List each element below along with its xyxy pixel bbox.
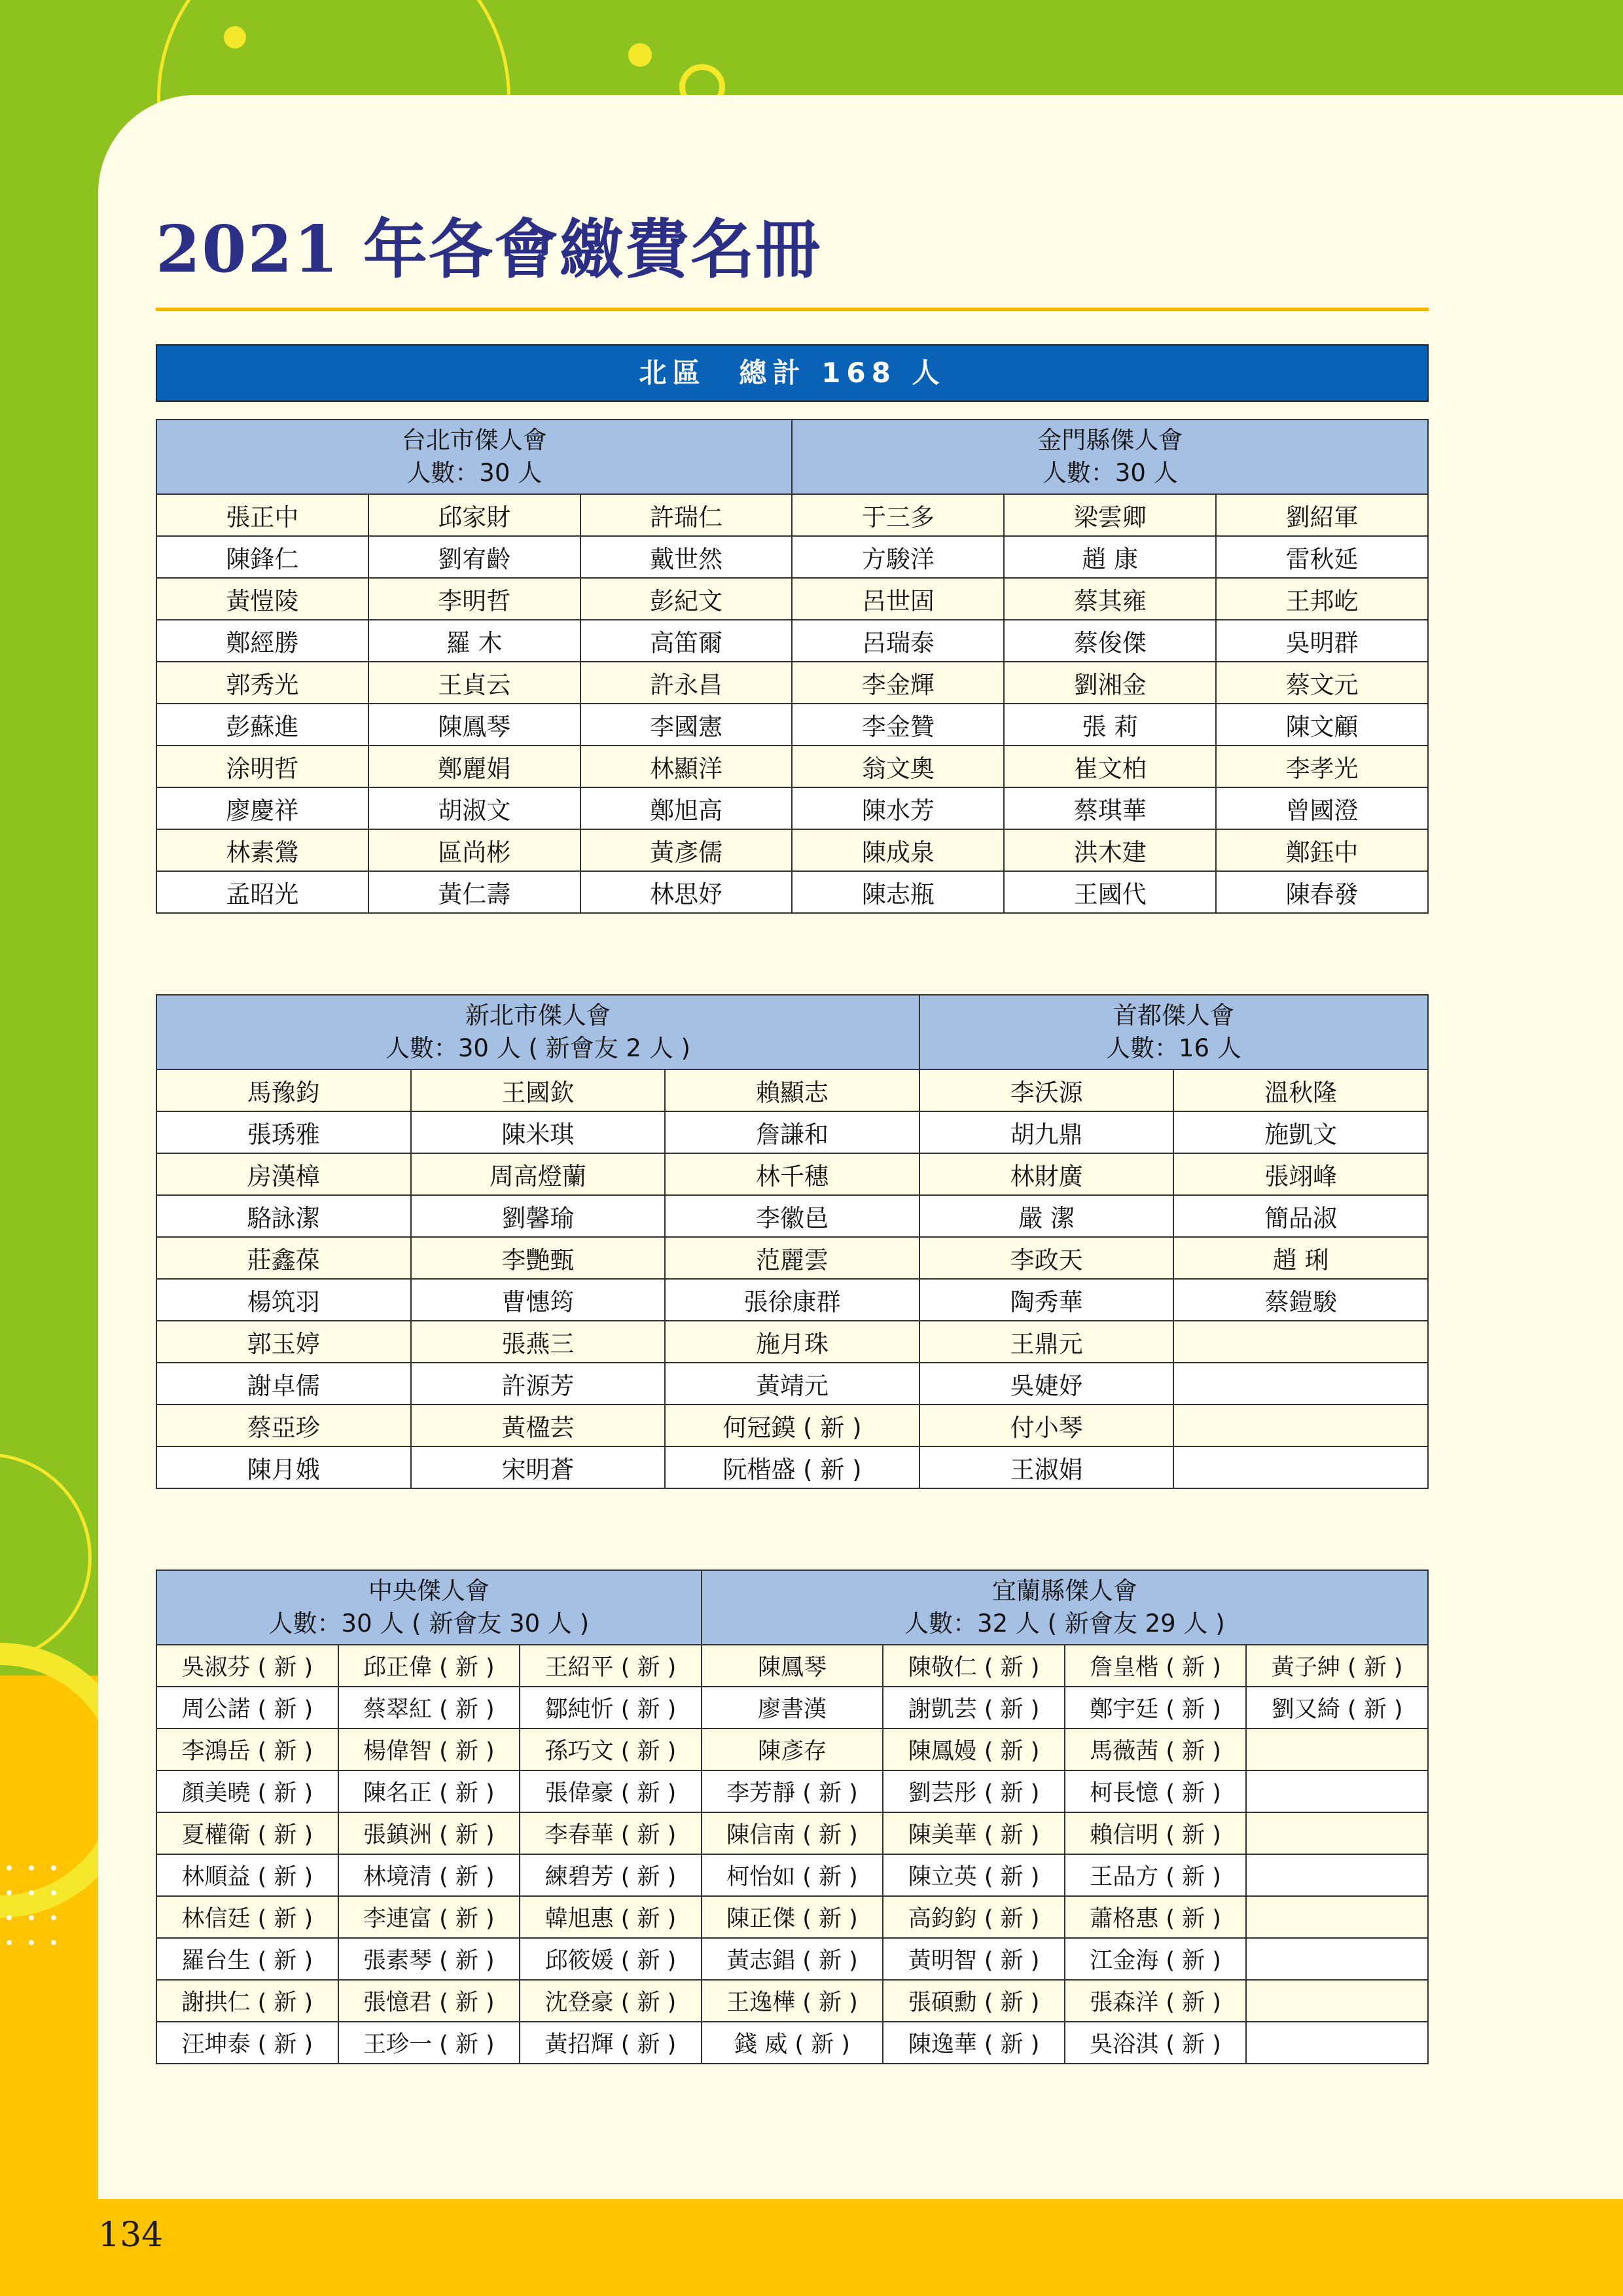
member-name-cell: 李明哲 [368,578,580,620]
member-name-cell: 蔡鎧駿 [1173,1279,1428,1321]
table-row [156,1237,1428,1279]
table-row [156,1321,1428,1363]
member-count: 人數：16 人 [1105,1034,1241,1062]
table-row [156,1111,1428,1153]
member-name-cell: 楊筑羽 [156,1279,411,1321]
club-header-right [702,1570,1428,1645]
member-name-cell: 雷秋延 [1216,536,1428,578]
member-name-cell: 陳鋒仁 [156,536,368,578]
member-name-cell [1246,2022,1428,2064]
member-name-cell: 張徐康群 [665,1279,919,1321]
member-name-cell: 邱家財 [368,494,580,536]
club-name: 台北市傑人會 [401,426,547,454]
member-name-cell: 蔡翠紅 ( 新 ) [338,1687,520,1729]
roster-table-newtaipei-capital [156,994,1429,1489]
member-name-cell: 江金海 ( 新 ) [1065,1938,1247,1980]
table-row [156,662,1428,704]
member-name-cell [1246,1896,1428,1938]
club-name: 金門縣傑人會 [1037,426,1183,454]
region-banner: 北區 總計 168 人 [156,344,1429,402]
member-name-cell: 賴信明 ( 新 ) [1065,1812,1247,1854]
member-name-cell: 梁雲卿 [1004,494,1216,536]
member-name-cell: 謝凱芸 ( 新 ) [883,1687,1065,1729]
member-name-cell: 李政天 [919,1237,1174,1279]
member-name-cell: 高鈞鈞 ( 新 ) [883,1896,1065,1938]
member-name-cell: 陳逸華 ( 新 ) [883,2022,1065,2064]
member-name-cell: 劉紹軍 [1216,494,1428,536]
member-name-cell: 陳美華 ( 新 ) [883,1812,1065,1854]
table-row [156,745,1428,787]
table-row [156,1069,1428,1111]
member-name-cell: 林思妤 [580,871,793,913]
member-name-cell: 劉又綺 ( 新 ) [1246,1687,1428,1729]
table-row [156,2022,1428,2064]
member-name-cell: 鄭宇廷 ( 新 ) [1065,1687,1247,1729]
member-name-cell: 廖書漢 [702,1687,883,1729]
member-name-cell: 許永昌 [580,662,793,704]
member-name-cell: 李芳靜 ( 新 ) [702,1770,883,1812]
member-name-cell: 馬豫鈞 [156,1069,411,1111]
member-name-cell: 許源芳 [411,1363,666,1405]
member-name-cell: 何冠鏌 ( 新 ) [665,1405,919,1446]
member-name-cell: 鄭旭高 [580,787,793,829]
member-name-cell: 陳彥存 [702,1729,883,1770]
member-name-cell [1173,1363,1428,1405]
member-name-cell: 張森洋 ( 新 ) [1065,1980,1247,2022]
table-row [156,1896,1428,1938]
member-name-cell: 陳立英 ( 新 ) [883,1854,1065,1896]
member-name-cell: 黃楹芸 [411,1405,666,1446]
member-name-cell [1246,1980,1428,2022]
member-name-cell: 郭秀光 [156,662,368,704]
table-row [156,1854,1428,1896]
member-name-cell: 駱詠潔 [156,1195,411,1237]
table-row [156,1279,1428,1321]
member-name-cell: 王國欽 [411,1069,666,1111]
member-name-cell: 韓旭惠 ( 新 ) [520,1896,702,1938]
member-name-cell: 蔡文元 [1216,662,1428,704]
member-name-cell: 胡九鼎 [919,1111,1174,1153]
member-name-cell: 趙 康 [1004,536,1216,578]
member-name-cell: 張素琴 ( 新 ) [338,1938,520,1980]
table-row [156,1938,1428,1980]
member-name-cell: 楊偉智 ( 新 ) [338,1729,520,1770]
member-name-cell: 黃子紳 ( 新 ) [1246,1645,1428,1687]
member-name-cell: 陳鳳琴 [702,1645,883,1687]
member-name-cell: 陳水芳 [792,787,1004,829]
member-name-cell: 黃志錩 ( 新 ) [702,1938,883,1980]
member-name-cell: 崔文柏 [1004,745,1216,787]
member-name-cell: 張正中 [156,494,368,536]
member-name-cell: 陶秀華 [919,1279,1174,1321]
table-row [156,704,1428,745]
member-name-cell: 林千穗 [665,1153,919,1195]
member-name-cell: 林顯洋 [580,745,793,787]
member-name-cell: 涂明哲 [156,745,368,787]
member-name-cell: 曹憓筠 [411,1279,666,1321]
member-name-cell: 蔡俊傑 [1004,620,1216,662]
member-name-cell [1246,1854,1428,1896]
member-name-cell: 劉芸彤 ( 新 ) [883,1770,1065,1812]
member-count: 人數：30 人 [1042,459,1178,487]
member-name-cell: 劉馨瑜 [411,1195,666,1237]
member-name-cell: 邱筱媛 ( 新 ) [520,1938,702,1980]
member-name-cell: 陳信南 ( 新 ) [702,1812,883,1854]
member-name-cell: 李金贊 [792,704,1004,745]
member-name-cell: 練碧芳 ( 新 ) [520,1854,702,1896]
member-name-cell: 黃仁壽 [368,871,580,913]
member-name-cell: 高笛爾 [580,620,793,662]
club-name: 中央傑人會 [368,1577,490,1605]
member-name-cell: 彭紀文 [580,578,793,620]
member-name-cell: 王紹平 ( 新 ) [520,1645,702,1687]
member-name-cell: 李徽邑 [665,1195,919,1237]
club-name: 首都傑人會 [1113,1001,1234,1030]
table-row [156,1687,1428,1729]
member-name-cell: 宋明蒼 [411,1446,666,1488]
member-name-cell: 翁文奧 [792,745,1004,787]
roster-table-central-yilan [156,1570,1429,2064]
member-name-cell: 張 莉 [1004,704,1216,745]
member-name-cell: 陳鳳嫚 ( 新 ) [883,1729,1065,1770]
member-name-cell [1246,1938,1428,1980]
member-name-cell: 羅台生 ( 新 ) [156,1938,338,1980]
table-row [156,494,1428,536]
member-name-cell: 張燕三 [411,1321,666,1363]
table-row [156,829,1428,871]
member-name-cell: 張憶君 ( 新 ) [338,1980,520,2022]
member-name-cell: 詹謙和 [665,1111,919,1153]
member-name-cell: 陳志瓶 [792,871,1004,913]
member-name-cell [1246,1812,1428,1854]
member-name-cell: 李鴻岳 ( 新 ) [156,1729,338,1770]
member-name-cell: 施凱文 [1173,1111,1428,1153]
member-name-cell: 顏美曉 ( 新 ) [156,1770,338,1812]
member-name-cell: 林境清 ( 新 ) [338,1854,520,1896]
member-name-cell: 柯長憶 ( 新 ) [1065,1770,1247,1812]
member-name-cell: 黃彥儒 [580,829,793,871]
member-name-cell: 鄭鈺中 [1216,829,1428,871]
deco-dot-grid [0,1859,98,1970]
member-name-cell: 劉湘金 [1004,662,1216,704]
member-name-cell: 黃明智 ( 新 ) [883,1938,1065,1980]
member-name-cell: 王逸樺 ( 新 ) [702,1980,883,2022]
page-title: 2021 年各會繳費名冊 [156,212,821,287]
club-header-right [919,995,1428,1069]
member-name-cell: 周公諾 ( 新 ) [156,1687,338,1729]
member-name-cell: 施月珠 [665,1321,919,1363]
member-name-cell: 蕭格惠 ( 新 ) [1065,1896,1247,1938]
table-row [156,1446,1428,1488]
member-name-cell: 嚴 潔 [919,1195,1174,1237]
deco-dot-top-small [224,26,246,48]
member-name-cell: 陳春發 [1216,871,1428,913]
member-name-cell: 孟昭光 [156,871,368,913]
member-name-cell: 呂瑞泰 [792,620,1004,662]
member-name-cell: 張琇雅 [156,1111,411,1153]
member-name-cell: 錢 威 ( 新 ) [702,2022,883,2064]
member-name-cell: 吳明群 [1216,620,1428,662]
club-header-right [792,420,1428,494]
member-name-cell: 鄭經勝 [156,620,368,662]
member-name-cell: 吳婕妤 [919,1363,1174,1405]
member-name-cell: 吳淑芬 ( 新 ) [156,1645,338,1687]
member-name-cell: 吳浴淇 ( 新 ) [1065,2022,1247,2064]
member-name-cell: 陳米琪 [411,1111,666,1153]
member-name-cell: 陳敬仁 ( 新 ) [883,1645,1065,1687]
member-name-cell: 鄭麗娟 [368,745,580,787]
member-name-cell: 王品方 ( 新 ) [1065,1854,1247,1896]
member-name-cell: 洪木建 [1004,829,1216,871]
member-name-cell [1173,1446,1428,1488]
member-name-cell: 周高燈蘭 [411,1153,666,1195]
member-count: 人數：30 人 ( 新會友 2 人 ) [385,1034,690,1062]
member-name-cell: 謝拱仁 ( 新 ) [156,1980,338,2022]
member-name-cell: 戴世然 [580,536,793,578]
member-name-cell: 曾國澄 [1216,787,1428,829]
member-name-cell: 王邦屹 [1216,578,1428,620]
club-header-left [156,995,919,1069]
member-name-cell: 王鼎元 [919,1321,1174,1363]
member-name-cell: 陳月娥 [156,1446,411,1488]
member-name-cell: 李連富 ( 新 ) [338,1896,520,1938]
member-name-cell: 張碩勳 ( 新 ) [883,1980,1065,2022]
member-name-cell [1173,1405,1428,1446]
member-name-cell: 蔡琪華 [1004,787,1216,829]
member-name-cell: 李金輝 [792,662,1004,704]
member-name-cell: 李國憲 [580,704,793,745]
club-name: 宜蘭縣傑人會 [991,1577,1137,1605]
member-name-cell: 孫巧文 ( 新 ) [520,1729,702,1770]
member-name-cell: 邱正偉 ( 新 ) [338,1645,520,1687]
member-name-cell: 陳名正 ( 新 ) [338,1770,520,1812]
table-row [156,1153,1428,1195]
table-row [156,1405,1428,1446]
member-name-cell: 趙 琍 [1173,1237,1428,1279]
member-name-cell: 房漢樟 [156,1153,411,1195]
member-name-cell [1246,1729,1428,1770]
member-name-cell: 賴顯志 [665,1069,919,1111]
member-name-cell: 付小琴 [919,1405,1174,1446]
member-name-cell: 鄒純忻 ( 新 ) [520,1687,702,1729]
table-row [156,1980,1428,2022]
table-row [156,1195,1428,1237]
member-name-cell: 陳鳳琴 [368,704,580,745]
member-name-cell: 彭蘇進 [156,704,368,745]
member-name-cell: 黃靖元 [665,1363,919,1405]
member-name-cell: 溫秋隆 [1173,1069,1428,1111]
member-name-cell [1173,1321,1428,1363]
member-name-cell: 蔡其雍 [1004,578,1216,620]
member-name-cell: 簡品淑 [1173,1195,1428,1237]
table-row [156,787,1428,829]
member-name-cell: 郭玉婷 [156,1321,411,1363]
table-row [156,1770,1428,1812]
deco-ring-left-mid [0,1453,92,1662]
member-name-cell: 阮楷盛 ( 新 ) [665,1446,919,1488]
member-count: 人數：30 人 [406,459,543,487]
member-name-cell: 胡淑文 [368,787,580,829]
member-name-cell: 林財廣 [919,1153,1174,1195]
table-row [156,1812,1428,1854]
member-name-cell: 張鎮洲 ( 新 ) [338,1812,520,1854]
member-name-cell: 王貞云 [368,662,580,704]
member-count: 人數：30 人 ( 新會友 30 人 ) [268,1609,590,1638]
member-name-cell: 方駿洋 [792,536,1004,578]
member-name-cell: 黃愷陵 [156,578,368,620]
member-name-cell: 李沃源 [919,1069,1174,1111]
title-underline [156,308,1429,311]
roster-table-taipei-kinmen [156,419,1429,914]
member-name-cell: 王珍一 ( 新 ) [338,2022,520,2064]
member-name-cell: 羅 木 [368,620,580,662]
page-number: 134 [98,2215,164,2255]
member-name-cell: 李艷甄 [411,1237,666,1279]
member-name-cell: 王淑娟 [919,1446,1174,1488]
member-name-cell: 王國代 [1004,871,1216,913]
member-name-cell: 陳成泉 [792,829,1004,871]
member-name-cell: 區尚彬 [368,829,580,871]
member-name-cell: 詹皇楷 ( 新 ) [1065,1645,1247,1687]
member-name-cell: 謝卓儒 [156,1363,411,1405]
member-name-cell: 莊鑫葆 [156,1237,411,1279]
member-name-cell: 張翊峰 [1173,1153,1428,1195]
member-name-cell: 汪坤泰 ( 新 ) [156,2022,338,2064]
member-name-cell: 許瑞仁 [580,494,793,536]
member-name-cell: 張偉豪 ( 新 ) [520,1770,702,1812]
member-name-cell: 李春華 ( 新 ) [520,1812,702,1854]
table-row [156,1645,1428,1687]
table-row [156,578,1428,620]
club-header-left [156,420,792,494]
club-header-left [156,1570,702,1645]
member-name-cell: 范麗雲 [665,1237,919,1279]
member-name-cell: 于三多 [792,494,1004,536]
member-name-cell: 廖慶祥 [156,787,368,829]
table-row [156,871,1428,913]
member-name-cell: 呂世固 [792,578,1004,620]
club-name: 新北市傑人會 [465,1001,611,1030]
table-row [156,536,1428,578]
table-row [156,1729,1428,1770]
member-name-cell: 夏權衛 ( 新 ) [156,1812,338,1854]
member-count: 人數：32 人 ( 新會友 29 人 ) [904,1609,1225,1638]
member-name-cell: 蔡亞珍 [156,1405,411,1446]
member-name-cell: 劉宥齡 [368,536,580,578]
table-row [156,1363,1428,1405]
member-name-cell: 沈登豪 ( 新 ) [520,1980,702,2022]
member-name-cell: 柯怡如 ( 新 ) [702,1854,883,1896]
member-name-cell: 林素鶯 [156,829,368,871]
member-name-cell: 林信廷 ( 新 ) [156,1896,338,1938]
member-name-cell [1246,1770,1428,1812]
table-row [156,620,1428,662]
member-name-cell: 李孝光 [1216,745,1428,787]
member-name-cell: 陳文顧 [1216,704,1428,745]
deco-dot-top [628,43,652,67]
member-name-cell: 林順益 ( 新 ) [156,1854,338,1896]
member-name-cell: 黃招輝 ( 新 ) [520,2022,702,2064]
member-name-cell: 陳正傑 ( 新 ) [702,1896,883,1938]
bottom-yellow-band [0,2199,1623,2296]
member-name-cell: 馬薇茜 ( 新 ) [1065,1729,1247,1770]
